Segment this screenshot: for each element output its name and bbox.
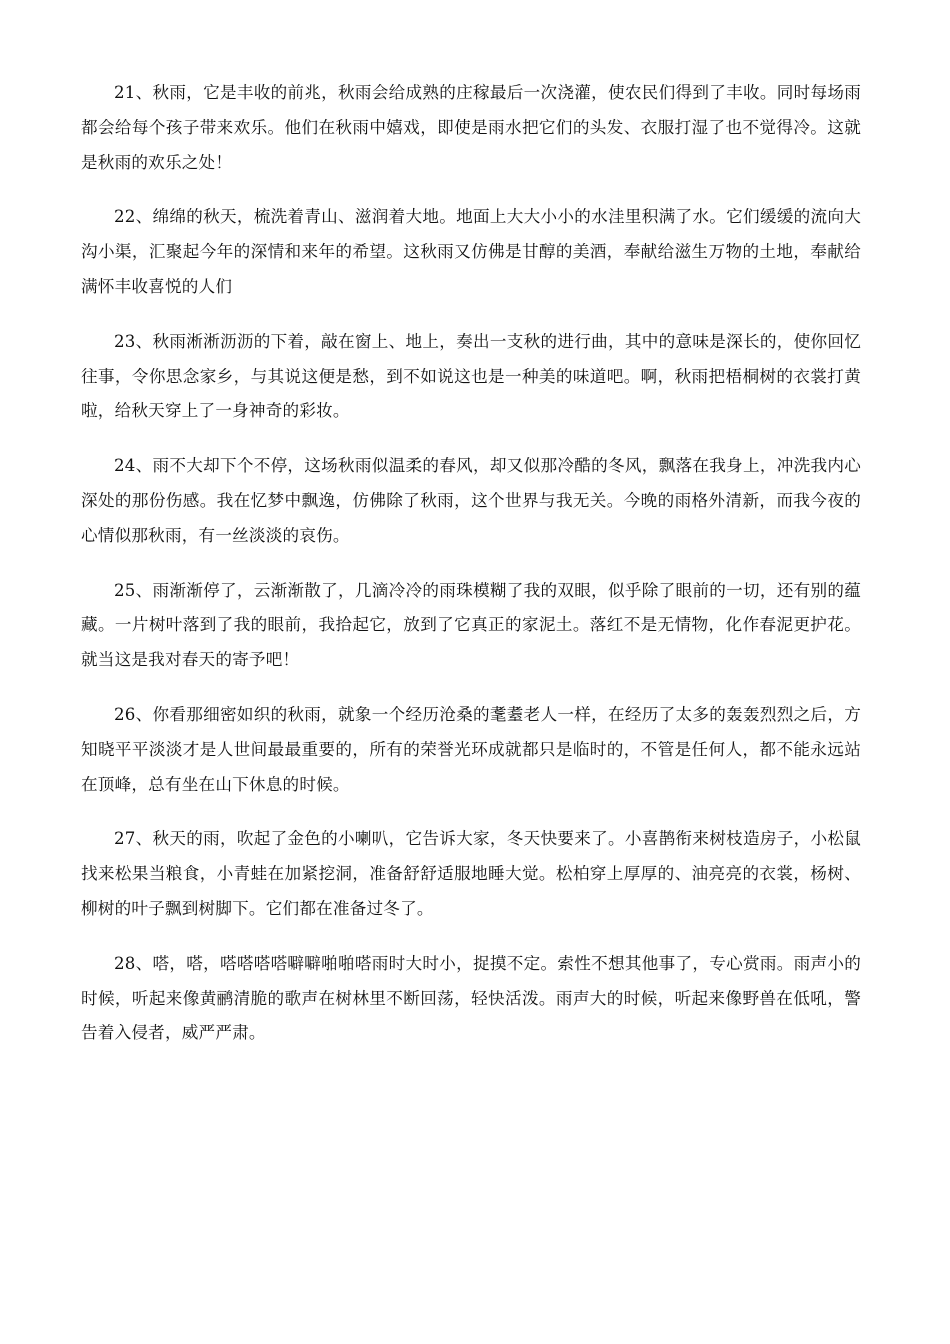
paragraph-23: 23、秋雨淅淅沥沥的下着，敲在窗上、地上，奏出一支秋的进行曲，其中的意味是深长的，使你回忆往事，令你思念家乡，与其说这便是愁，到不如说这也是一种美的味道吧。啊，秋雨把梧桐树的衣裳打黄啦，给秋天穿上了一身神奇的彩妆。	[81, 331, 861, 421]
paragraph-27: 27、秋天的雨，吹起了金色的小喇叭，它告诉大家，冬天快要来了。小喜鹊衔来树枝造房子，小松鼠找来松果当粮食，小青蛙在加紧挖洞，准备舒舒适服地睡大觉。松柏穿上厚厚的、油亮亮的衣裳，杨树、柳树的叶子飘到树脚下。它们都在准备过冬了。	[81, 829, 861, 918]
document-body	[81, 76, 861, 1071]
paragraph-21: 21、秋雨，它是丰收的前兆，秋雨会给成熟的庄稼最后一次浇灌，使农民们得到了丰收。同时每场雨都会给每个孩子带来欢乐。他们在秋雨中嬉戏，即使是雨水把它们的头发、衣服打湿了也不觉得冷。这就是秋雨的欢乐之处！	[81, 83, 861, 172]
paragraph-24: 24、雨不大却下个不停，这场秋雨似温柔的春风，却又似那冷酷的冬风，飘落在我身上，冲洗我内心深处的那份伤感。我在忆梦中飘逸，仿佛除了秋雨，这个世界与我无关。今晚的雨格外清新，而我今夜的心情似那秋雨，有一丝淡淡的哀伤。	[81, 456, 861, 545]
paragraph-22: 22、绵绵的秋天，梳洗着青山、滋润着大地。地面上大大小小的水洼里积满了水。它们缓缓的流向大沟小渠，汇聚起今年的深情和来年的希望。这秋雨又仿佛是甘醇的美酒，奉献给滋生万物的土地，奉献给满怀丰收喜悦的人们	[81, 207, 861, 296]
paragraph-25: 25、雨渐渐停了，云渐渐散了，几滴冷冷的雨珠模糊了我的双眼，似乎除了眼前的一切，还有别的蕴藏。一片树叶落到了我的眼前，我拾起它，放到了它真正的家泥土。落红不是无情物，化作春泥更护花。就当这是我对春天的寄予吧！	[81, 580, 861, 670]
paragraph-28: 28、嗒，嗒，嗒嗒嗒嗒噼噼啪啪嗒雨时大时小，捉摸不定。索性不想其他事了，专心赏雨。雨声小的时候，听起来像黄鹂清脆的歌声在树林里不断回荡，轻快活泼。雨声大的时候，听起来像野兽在低吼，警告着入侵者，威严严肃。	[81, 953, 861, 1043]
paragraph-26: 26、你看那细密如织的秋雨，就象一个经历沧桑的耄耋老人一样，在经历了太多的轰轰烈烈之后，方知晓平平淡淡才是人世间最最重要的，所有的荣誉光环成就都只是临时的，不管是任何人，都不能永远站在顶峰，总有坐在山下休息的时候。	[81, 704, 861, 794]
